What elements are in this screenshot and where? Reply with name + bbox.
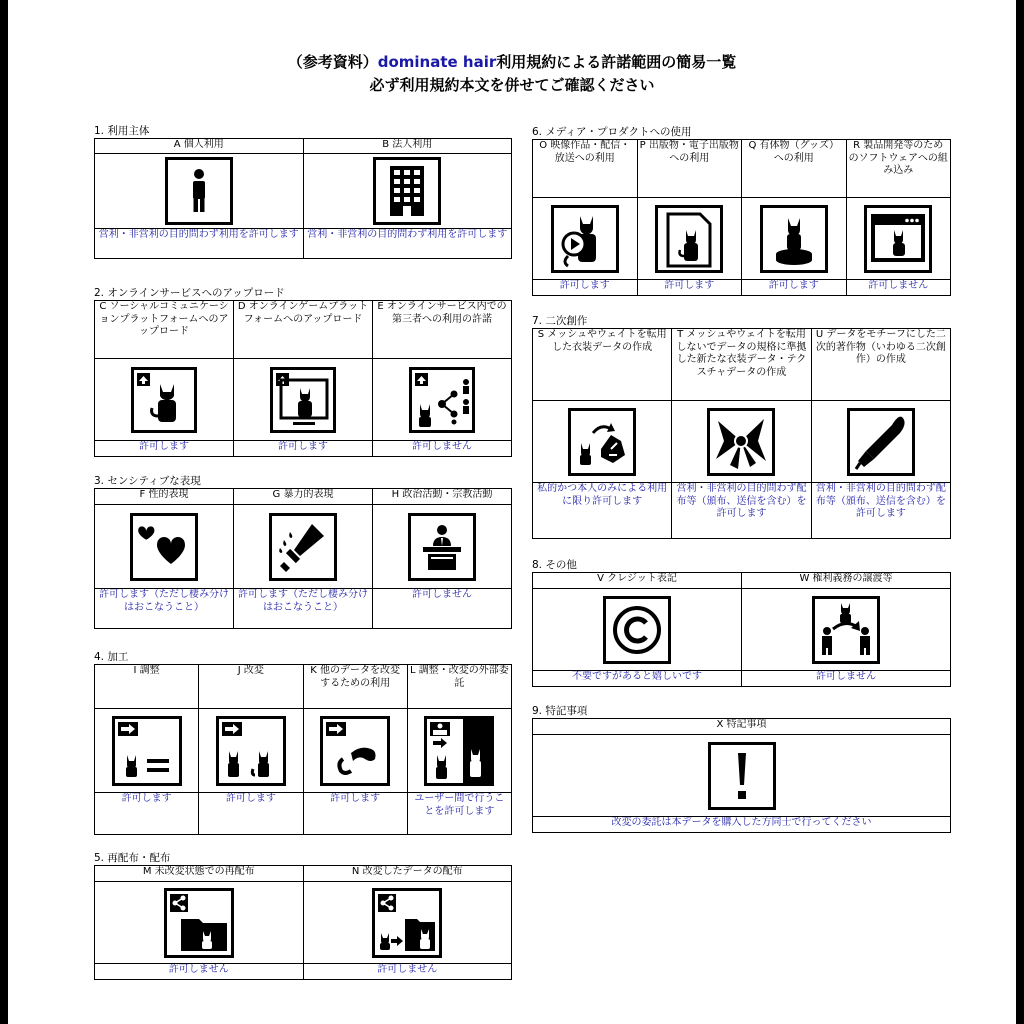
item-label: J 改変 [199, 665, 303, 709]
redistribute-icon [164, 888, 234, 958]
section-title: 6. メディア・プロダクトへの使用 [532, 126, 692, 138]
transfer-icon [812, 596, 880, 664]
outsource-icon [424, 716, 494, 786]
item-label: Q 有体物（グッズ）への利用 [742, 140, 847, 198]
item-label: F 性的表現 [95, 489, 234, 505]
item-label: O 映像作品・配信・放送への利用 [533, 140, 638, 198]
item-result: 許可しません [303, 964, 512, 980]
item-result: 私的かつ本人のみによる利用に限り許可します [533, 483, 672, 539]
item-result: 許可します（ただし棲み分けはおこなうこと） [234, 589, 373, 629]
item-label: R 製品開発等のためのソフトウェアへの組み込み [846, 140, 951, 198]
section-redistribution [94, 851, 512, 980]
hearts-icon [130, 513, 198, 581]
modify-icon [216, 716, 286, 786]
item-result: 営利・非営利の目的問わず利用を許可します [303, 229, 512, 259]
section-title: 7. 二次創作 [532, 315, 588, 327]
item-result: 許可します（ただし棲み分けはおこなうこと） [95, 589, 234, 629]
item-label: W 権利義務の譲渡等 [742, 573, 951, 589]
section-online-upload [94, 286, 512, 457]
copyright-icon [603, 596, 671, 664]
costume-icon [568, 408, 636, 476]
distribute-modified-icon [372, 888, 442, 958]
item-result: 営利・非営利の目的問わず利用を許可します [95, 229, 304, 259]
share-users-icon [409, 367, 475, 433]
item-result: 許可します [199, 793, 303, 835]
item-label: H 政治活動・宗教活動 [373, 489, 512, 505]
item-label: T メッシュやウェイトを転用しないでデータの規格に準拠した新たな衣装データ・テクスチャデータの作成 [672, 329, 811, 401]
section-other [532, 558, 951, 687]
figure-icon [760, 205, 828, 273]
item-label: L 調整・改変の外部委託 [407, 665, 511, 709]
exclamation-icon [708, 742, 776, 810]
item-label: U データをモチーフにした二次的著作物（いわゆる二次創作）の作成 [811, 329, 950, 401]
item-label: V クレジット表記 [533, 573, 742, 589]
item-label: E オンラインサービス内での第三者への利用の許諾 [373, 301, 512, 359]
document-page [8, 0, 1016, 1024]
item-result: 許可しません [846, 280, 951, 296]
pen-icon [847, 408, 915, 476]
brand-name: dominate hair [377, 53, 497, 71]
item-result: 許可します [95, 441, 234, 457]
item-result: 許可します [533, 280, 638, 296]
item-result: 許可します [637, 280, 742, 296]
item-result: 許可しません [373, 589, 512, 629]
item-label: B 法人利用 [303, 139, 512, 154]
item-label: P 出版物・電子出版物への利用 [637, 140, 742, 198]
upload-monitor-cat-icon [270, 367, 336, 433]
section-special-notes [532, 704, 951, 833]
adjust-icon [112, 716, 182, 786]
item-result: 許可します [742, 280, 847, 296]
upload-cat-icon [131, 367, 197, 433]
section-sensitive-expression [94, 474, 512, 629]
item-result: 許可しません [742, 671, 951, 687]
item-result: 営利・非営利の目的問わず配布等（頒布、送信を含む）を許可します [672, 483, 811, 539]
item-result: 不要ですがあると嬉しいです [533, 671, 742, 687]
item-label: N 改変したデータの配布 [303, 866, 512, 882]
section-media-product [532, 125, 951, 296]
item-result: ユーザー間で行うことを許可します [407, 793, 511, 835]
building-icon [373, 157, 441, 225]
item-result: 改変の委託は本データを購入した方同士で行ってください [533, 817, 951, 833]
software-icon [864, 205, 932, 273]
video-cat-icon [551, 205, 619, 273]
section-title: 9. 特記事項 [532, 705, 588, 717]
item-label: X 特記事項 [533, 719, 951, 735]
item-result: 許可します [95, 793, 199, 835]
item-label: A 個人利用 [95, 139, 304, 154]
section-title: 8. その他 [532, 559, 577, 571]
person-icon [165, 157, 233, 225]
document-subtitle: 必ず利用規約本文を併せてご確認ください [369, 76, 655, 94]
publication-icon [655, 205, 723, 273]
ribbon-icon [707, 408, 775, 476]
podium-icon [408, 513, 476, 581]
item-result: 許可します [234, 441, 373, 457]
document-title: （参考資料）dominate hair利用規約による許諾範囲の簡易一覧 [287, 53, 737, 71]
item-label: C ソーシャルコミュニケーションプラットフォームへのアップロード [95, 301, 234, 359]
item-label: D オンラインゲームプラットフォームへのアップロード [234, 301, 373, 359]
item-result: 営利・非営利の目的問わず配布等（頒布、送信を含む）を許可します [811, 483, 950, 539]
item-result: 許可します [303, 793, 407, 835]
section-usage-entity [94, 124, 512, 259]
section-title: 5. 再配布・配布 [94, 852, 171, 864]
section-title: 2. オンラインサービスへのアップロード [94, 287, 285, 299]
item-label: K 他のデータを改変するための利用 [303, 665, 407, 709]
reuse-icon [320, 716, 390, 786]
section-title: 3. センシティブな表現 [94, 475, 201, 487]
section-processing [94, 650, 512, 835]
item-result: 許可しません [373, 441, 512, 457]
section-derivative-works [532, 314, 951, 539]
item-label: G 暴力的表現 [234, 489, 373, 505]
item-label: S メッシュやウェイトを転用した衣装データの作成 [533, 329, 672, 401]
section-title: 1. 利用主体 [94, 125, 150, 137]
item-label: I 調整 [95, 665, 199, 709]
item-label: M 未改変状態での再配布 [95, 866, 304, 882]
item-result: 許可しません [95, 964, 304, 980]
knife-icon [269, 513, 337, 581]
section-title: 4. 加工 [94, 651, 129, 663]
